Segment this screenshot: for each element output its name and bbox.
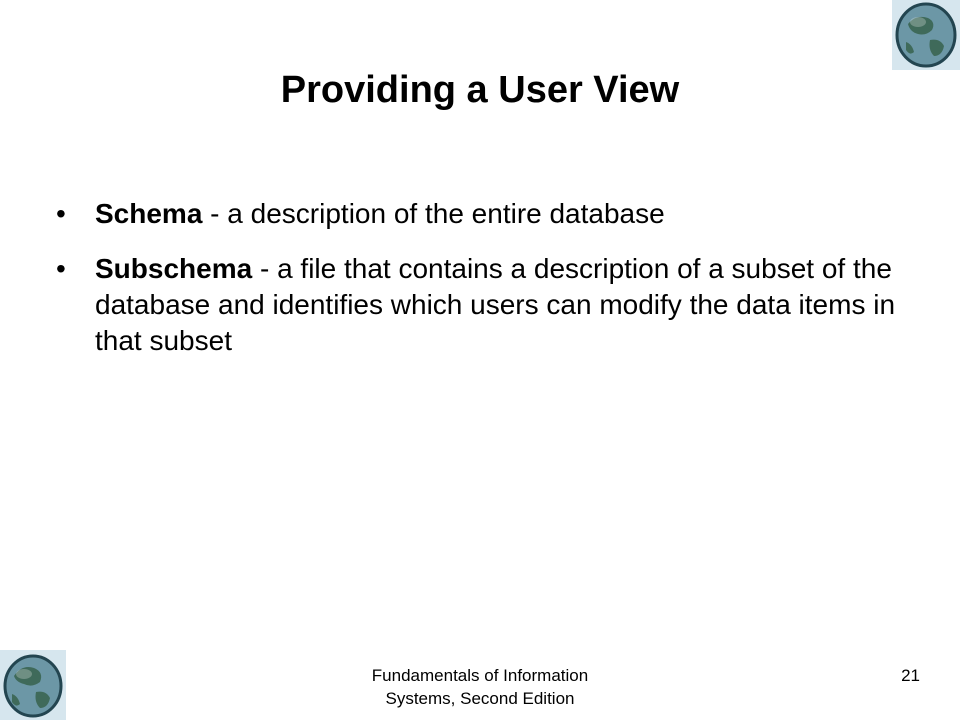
slide-title: Providing a User View	[280, 69, 680, 111]
bullet-marker: •	[56, 253, 66, 284]
bullet-term: Subschema	[95, 253, 253, 284]
bullet-subschema	[56, 251, 896, 359]
bullet-separator: -	[252, 253, 278, 284]
bullet-text: a description of the entire database	[227, 198, 665, 229]
bullet-separator: -	[202, 198, 228, 229]
footer-line: Fundamentals of Information	[371, 666, 589, 685]
bullet-marker: •	[56, 198, 66, 229]
globe-icon	[0, 650, 66, 720]
footer-text	[330, 664, 630, 710]
bullet-list	[56, 196, 896, 378]
globe-icon	[892, 0, 960, 70]
bullet-term: Schema	[95, 198, 203, 229]
bullet-text: a file that contains a description of a subset of the database and identifies which users can modify the data items in that subset	[95, 253, 896, 356]
footer-line: Systems, Second Edition	[385, 689, 575, 708]
bullet-schema	[56, 196, 896, 232]
page-number: 21	[901, 666, 920, 685]
